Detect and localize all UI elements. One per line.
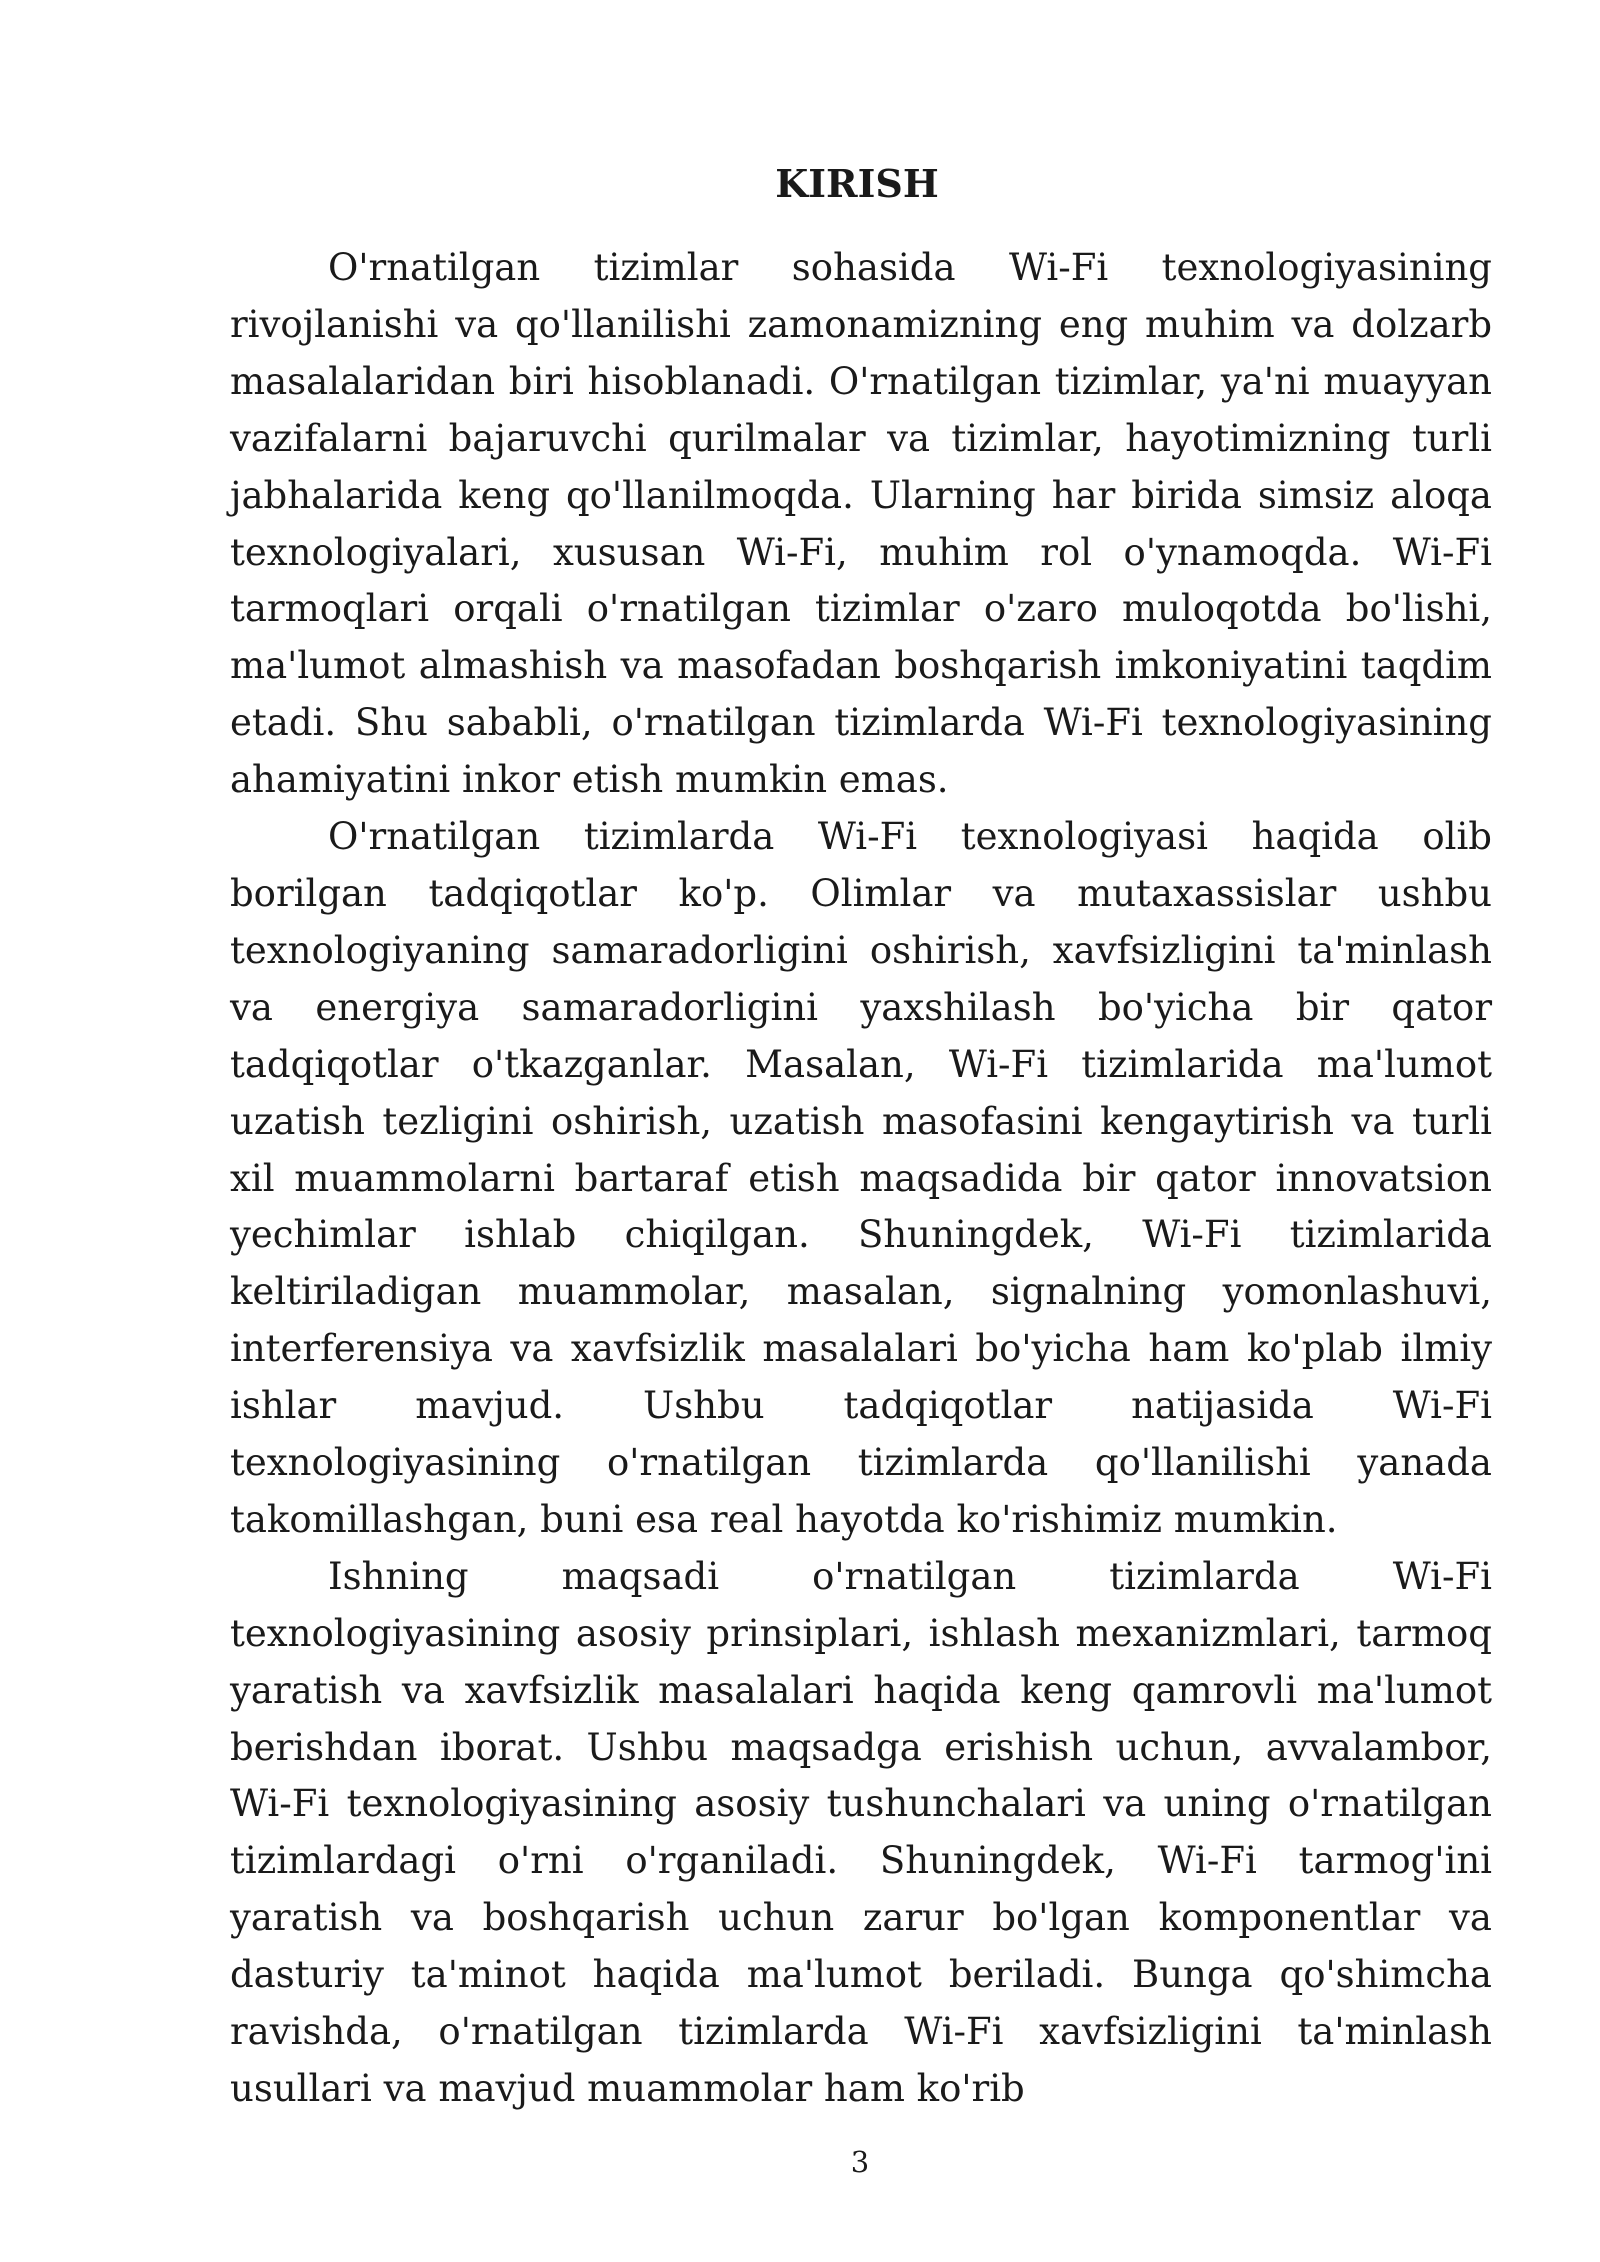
page-number: 3 <box>850 2145 870 2179</box>
paragraph: O'rnatilgan tizimlar sohasida Wi-Fi texnologiyasining rivojlanishi va qo'llanilishi zamonamizning eng muhim va dolzarb masalalaridan biri hisoblanadi. O'rnatilgan tizimlar, ya'ni muayyan vazifalarni bajaruvchi qurilmalar va tizimlar, hayotimizning turli jabhalarida keng qo'llanilmoqda. Ularning har birida simsiz aloqa texnologiyalari, xususan Wi-Fi, muhim rol o'ynamoqda. Wi-Fi tarmoqlari orqali o'rnatilgan tizimlar o'zaro muloqotda bo'lishi, ma'lumot almashish va masofadan boshqarish imkoniyatini taqdim etadi. Shu sababli, o'rnatilgan tizimlarda Wi-Fi texnologiyasining ahamiyatini inkor etish mumkin emas. <box>230 246 1492 802</box>
paragraph: O'rnatilgan tizimlarda Wi-Fi texnologiyasi haqida olib borilgan tadqiqotlar ko'p. Olimlar va mutaxassislar ushbu texnologiyaning samaradorligini oshirish, xavfsizligini ta'minlash va energiya samaradorligini yaxshilash bo'yicha bir qator tadqiqotlar o'tkazganlar. Masalan, Wi-Fi tizimlarida ma'lumot uzatish tezligini oshirish, uzatish masofasini kengaytirish va turli xil muammolarni bartaraf etish maqsadida bir qator innovatsion yechimlar ishlab chiqilgan. Shuningdek, Wi-Fi tizimlarida keltiriladigan muammolar, masalan, signalning yomonlashuvi, interferensiya va xavfsizlik masalalari bo'yicha ham ko'plab ilmiy ishlar mavjud. Ushbu tadqiqotlar natijasida Wi-Fi texnologiyasining o'rnatilgan tizimlarda qo'llanilishi yanada takomillashgan, buni esa real hayotda ko'rishimiz mumkin. <box>230 815 1492 1541</box>
paragraph: Ishning maqsadi o'rnatilgan tizimlarda Wi-Fi texnologiyasining asosiy prinsiplari, ishlash mexanizmlari, tarmoq yaratish va xavfsizlik masalalari haqida keng qamrovli ma'lumot berishdan iborat. Ushbu maqsadga erishish uchun, avvalambor, Wi-Fi texnologiyasining asosiy tushunchalari va uning o'rnatilgan tizimlardagi o'rni o'rganiladi. Shuningdek, Wi-Fi tarmog'ini yaratish va boshqarish uchun zarur bo'lgan komponentlar va dasturiy ta'minot haqida ma'lumot beriladi. Bunga qo'shimcha ravishda, o'rnatilgan tizimlarda Wi-Fi xavfsizligini ta'minlash usullari va mavjud muammolar ham ko'rib <box>230 1554 1492 2110</box>
section-heading: KIRISH <box>775 161 939 206</box>
body-text <box>230 240 1492 2118</box>
